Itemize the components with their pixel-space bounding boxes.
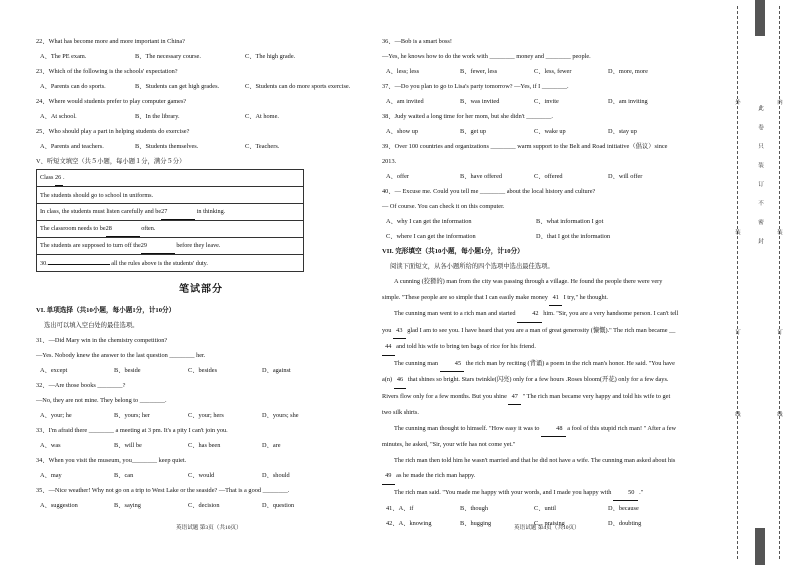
answer-blank: 26 (55, 170, 63, 186)
cloze-blank: 42 (517, 306, 542, 323)
option: C、decision (188, 502, 220, 509)
passage-line (382, 323, 708, 340)
cell-text: 30. (40, 259, 48, 267)
cell-text: in thinking. (195, 208, 226, 215)
question-stem: —No, they are not mine. They belong to ________. (36, 397, 167, 404)
option: C、Students can do more sports exercise. (245, 83, 351, 90)
binding-line-inner (779, 6, 780, 559)
question-stem: —Yes, he knows how to do the work with ________ money and ________ people. (382, 53, 591, 60)
cloze-blank: 44 (382, 339, 395, 356)
option: B、was invited (460, 98, 500, 105)
passage-text: glad I am to see you. I have heard that you are a man of great generosity (慷慨)." The rich man became __ (405, 326, 676, 334)
answer-blank: 28 (106, 221, 140, 237)
passage-text: the rich man by reciting (背诵) a poem in the rich man's honor. He said. "You have (464, 359, 675, 367)
option: D、am inviting (608, 98, 648, 105)
option: D、that I got the information (536, 233, 611, 240)
binding-notice-char: 封 (758, 239, 764, 245)
option: A、suggestion (40, 502, 78, 509)
table-cell (37, 255, 304, 272)
binding-notice-char: 不 (758, 201, 764, 207)
question-stem: 36、—Bob is a smart boss! (382, 38, 452, 45)
option-row (382, 169, 708, 184)
option: A、At school. (40, 113, 77, 120)
option: A、was (40, 442, 61, 449)
binding-notice-char: 密 (758, 220, 764, 226)
question-40 (382, 184, 708, 244)
table-cell (37, 187, 304, 204)
listening-questions (36, 34, 366, 154)
option-row (382, 214, 708, 229)
option: B、beside (114, 367, 141, 374)
answer-blank: 29 (141, 238, 175, 254)
option: D、yours; she (262, 412, 299, 419)
option-row (382, 124, 708, 139)
cell-text: before they leave. (174, 242, 221, 249)
passage-line (382, 468, 708, 485)
table-row (37, 204, 304, 221)
binding-line-outer (737, 6, 738, 559)
cell-text: . (62, 174, 65, 181)
table-cell (37, 204, 304, 221)
option: B、can (114, 472, 134, 479)
option: C、offered (534, 173, 563, 180)
passage-text: a fool of this stupid rich man! " After a few (565, 424, 677, 432)
cloze-blank: 47 (508, 389, 521, 406)
cell-text: often. (139, 225, 156, 232)
passage-line (382, 372, 708, 389)
right-column (382, 34, 708, 531)
option: A、offer (386, 173, 409, 180)
question-stem: 25、Who should play a part in helping students do exercise? (36, 128, 190, 135)
passage-line: The rich man then told him he wasn't married and that he did not have a wife. The cunning man asked about his (394, 456, 676, 464)
option: B、fewer, less (460, 68, 498, 75)
left-column (36, 34, 366, 513)
option: C、besides (188, 367, 218, 374)
question-stem: 37、—Do you plan to go to Lisa's party tomorrow? —Yes, if I ________. (382, 83, 569, 90)
passage-text: The cunning man went to a rich man and started (394, 310, 518, 317)
option-row (36, 139, 366, 154)
option: C、has been (188, 442, 221, 449)
question-stem: 35、—Nice weather! Why not go on a trip to West Lake or the seaside? —That is a good ________. (36, 487, 290, 494)
binding-notice-char: 卷 (758, 125, 764, 131)
option: B、saying (114, 502, 141, 509)
binding-mark: 外 (735, 100, 741, 106)
page-footer-right: 英语试题 第4页（共10页） (514, 525, 580, 531)
option: A、show up (386, 128, 419, 135)
option: 41、A、if (386, 505, 414, 512)
section-7-title: VII. 完形填空（共10小题，每小题1分，计10分） (382, 248, 524, 255)
question-stem: 23、Which of the following is the schools' expectation? (36, 68, 178, 75)
cloze-blank: 43 (393, 323, 406, 340)
option: A、less; less (386, 68, 420, 75)
option: C、where I can get the information (386, 233, 476, 240)
passage-text: " The rich man became very happy and told his wife to get (521, 392, 671, 400)
option: D、should (262, 472, 290, 479)
passage-text: that shines so bright. Stars twinkle(闪亮) only for a few hours .Roses bloom(开花) only for a few days. (406, 376, 669, 383)
option: B、will be (114, 442, 142, 449)
single-choice-questions-2 (382, 34, 708, 184)
option-row (36, 408, 366, 423)
table-row (37, 170, 304, 187)
option: B、Students can get high grades. (135, 83, 220, 90)
option: D、question (262, 502, 295, 509)
passage-text: you (382, 326, 394, 334)
binding-mark: 内 (777, 100, 783, 106)
cell-text: In class, the students must listen carefully and be (40, 208, 162, 215)
option: B、yours; her (114, 412, 150, 419)
passage-text: as he made the rich man happy. (394, 472, 476, 479)
passage-text: Rivers flow only for a few months. But you shine (382, 392, 509, 400)
option: B、The necessary course. (135, 53, 201, 60)
page-footer-left: 英语试题 第3页（共10页） (176, 525, 242, 531)
cloze-blank: 49 (382, 468, 395, 485)
option-row (36, 49, 366, 64)
passage-text: The rich man said. "You made me happy with your words, and I made you happy with (394, 488, 613, 496)
option: A、Parents can do sports. (40, 83, 106, 90)
table-row (37, 221, 304, 238)
binding-bar-top (755, 0, 765, 36)
passage-line (382, 290, 708, 307)
binding-notice-char: 此 (758, 106, 764, 112)
cloze-blank: 45 (440, 356, 465, 373)
option-row (36, 363, 366, 378)
passage-text: The cunning man (394, 359, 440, 367)
binding-mark: 装 (735, 230, 741, 236)
option: A、except (40, 367, 68, 374)
passage-line (382, 306, 708, 323)
option: C、praising (534, 520, 565, 527)
binding-notice (756, 100, 766, 252)
passage-line (382, 389, 708, 406)
option: C、your; hers (188, 412, 224, 419)
passage-text: ." (637, 488, 644, 496)
question-stem: — Of course. You can check it on this computer. (382, 203, 505, 210)
option-row (36, 109, 366, 124)
option: B、what information I got (536, 218, 604, 225)
question-stem: 40、— Excuse me. Could you tell me ________ about the local history and culture? (382, 188, 596, 195)
passage-line: two silk shirts. (382, 409, 419, 416)
option: A、why I can get the information (386, 218, 472, 225)
option: B、get up (460, 128, 487, 135)
question-stem: 22、What has become more and more important in China? (36, 38, 185, 45)
binding-bar-bottom (755, 528, 765, 565)
option: C、invite (534, 98, 559, 105)
passage-line: minutes, he asked, "Sir, your wife has not come yet." (382, 441, 516, 448)
question-stem: 34、When you visit the museum, you________ keep quiet. (36, 457, 187, 464)
cloze-blank: 50 (613, 485, 638, 502)
question-stem: —Yes. Nobody knew the answer to the last question ________ her. (36, 352, 206, 359)
section-6-instruction: 选出可以填入空白处的最佳选项。 (44, 322, 139, 329)
option: C、wake up (534, 128, 566, 135)
option: D、against (262, 367, 291, 374)
option-row (36, 79, 366, 94)
passage-text: simple. "These people are so simple that I can easily make money (382, 293, 550, 301)
answer-blank (48, 257, 110, 265)
question-stem: 31、—Did Mary win in the chemistry competition? (36, 337, 168, 344)
option-row (382, 229, 708, 244)
option: D、stay up (608, 128, 637, 135)
single-choice-questions (36, 333, 366, 513)
option: D、doubting (608, 520, 642, 527)
option: D、because (608, 505, 639, 512)
option: B、Students themselves. (135, 143, 199, 150)
question-stem: 33、I'm afraid there ________ a meeting at 3 pm. It's a pity I can't join you. (36, 427, 228, 434)
table-cell (37, 170, 304, 187)
table-row (37, 255, 304, 272)
question-stem: 32、—Are those books ________? (36, 382, 126, 389)
binding-strip (733, 0, 783, 565)
binding-mark: 线 (735, 412, 741, 418)
passage-text: The cunning man thought to himself. "How easy it was to (394, 424, 542, 432)
option: C、until (534, 505, 557, 512)
option-row (36, 438, 366, 453)
answer-blank: 27 (161, 204, 195, 220)
option: A、am invited (386, 98, 424, 105)
binding-notice-char: 订 (758, 182, 764, 188)
table-row (37, 187, 304, 204)
passage-text: him. "Sir, you are a very handsome person. I can't tell (541, 310, 679, 317)
option: A、your; he (40, 412, 72, 419)
cloze-passage (382, 274, 708, 501)
section-6-title: VI. 单项选择（共10小题，每小题1分，计10分） (36, 307, 176, 314)
option: C、At home. (245, 113, 279, 120)
table-row (37, 238, 304, 255)
cell-text: The students are supposed to turn off the (40, 242, 141, 249)
option: B、In the library. (135, 113, 180, 120)
table-cell (37, 221, 304, 238)
option: B、have offered (460, 173, 503, 180)
binding-mark: 线 (777, 412, 783, 418)
option: B、though (460, 505, 488, 512)
cell-text: The students should go to school in uniforms. (40, 191, 154, 199)
option: C、less, fewer (534, 68, 572, 75)
option-row (382, 64, 708, 79)
cell-text: Class (40, 174, 55, 181)
question-stem: 39、Over 100 countries and organizations ________ warm support to the Belt and Road initiative（倡议）since (382, 143, 668, 150)
question-stem: 2013. (382, 158, 397, 165)
cloze-blank: 46 (394, 372, 407, 389)
binding-mark: 装 (777, 230, 783, 236)
option-row (36, 468, 366, 483)
option: D、more, more (608, 68, 648, 75)
option: C、Teachers. (245, 143, 280, 150)
cell-text: all the rules above is the students' duty. (109, 259, 208, 267)
passage-line (382, 421, 708, 438)
passage-text: and told his wife to bring ten bags of rice for his friend. (394, 343, 536, 350)
option: A、Parents and teachers. (40, 143, 104, 150)
option: A、may (40, 472, 62, 479)
binding-mark: 订 (777, 330, 783, 336)
passage-line (382, 485, 708, 502)
passage-text: I try," he thought. (562, 293, 608, 301)
cell-text: The classroom needs to be (40, 225, 106, 232)
section-5-title: V、听短文填空（共５小题，每小题１分，满分５分） (36, 158, 186, 165)
binding-mark: 订 (735, 330, 741, 336)
cloze-blank: 41 (549, 290, 562, 307)
option: B、hugging (460, 520, 492, 527)
binding-notice-char: 装 (758, 163, 764, 169)
passage-text: a(n) (382, 376, 394, 383)
option-row (382, 501, 708, 516)
option: C、would (188, 472, 215, 479)
option: C、The high grade. (245, 53, 296, 60)
option: D、are (262, 442, 281, 449)
binding-notice-char: 只 (758, 144, 764, 150)
passage-line (382, 339, 708, 356)
table-cell (37, 238, 304, 255)
option: A、The PE exam. (40, 53, 87, 60)
written-part-title: 笔试部分 (179, 284, 223, 295)
question-stem: 38、Judy waited a long time for her mom, but she didn't ________. (382, 113, 553, 120)
option: D、will offer (608, 173, 643, 180)
passage-line: A cunning (狡猾的) man from the city was passing through a village. He found the people there were very (394, 278, 663, 285)
cloze-blank: 48 (541, 421, 566, 438)
option-row (382, 94, 708, 109)
option: 42、A、knowing (386, 520, 432, 527)
section-7-instruction: 阅读下面短文，从各小题所给的四个选项中选出最佳选项。 (390, 263, 554, 270)
question-stem: 24、Where would students prefer to play computer games? (36, 98, 187, 105)
fill-in-table (36, 169, 304, 272)
option-row (36, 498, 366, 513)
passage-line (382, 356, 708, 373)
